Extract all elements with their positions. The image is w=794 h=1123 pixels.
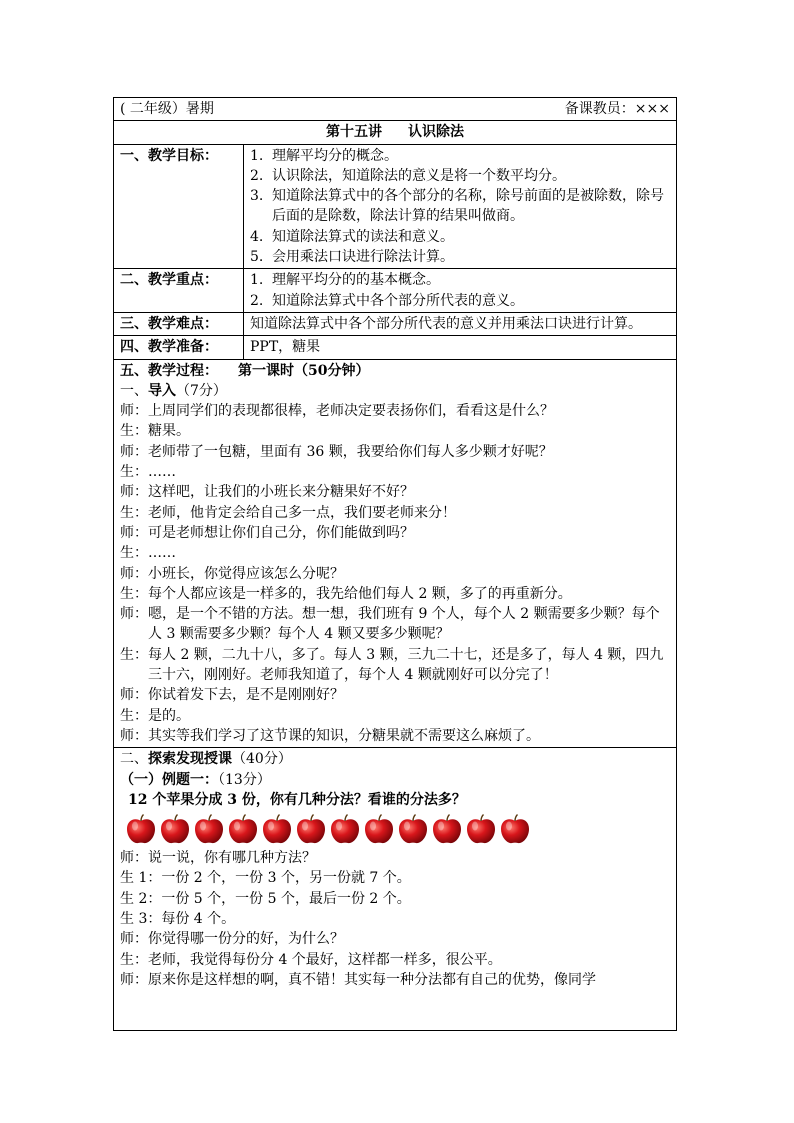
objectives-row [114, 144, 677, 269]
apple-icon [226, 812, 260, 846]
list-item: 1. 理解平均分的的基本概念。 [250, 272, 440, 289]
dialogue-line: 师： 嗯，是一个不错的方法。想一想，我们班有 9 个人，每个人 2 颗需要多少颗？每个人 3 颗需要多少颗？每个人 4 颗又要多少颗呢？ [120, 606, 660, 643]
keypoints-list [250, 270, 670, 311]
dialogue-line: 生： 糖果。 [120, 423, 190, 440]
apple-icon [498, 812, 532, 846]
teacher-label: 备课教员：××× [564, 101, 670, 117]
dialogue-line: 师： 上周同学们的表现都很棒，老师决定要表扬你们，看看这是什么？ [120, 403, 554, 420]
dialogue-line: 师： 你试着发下去，是不是刚刚好？ [120, 687, 344, 704]
dialogue-line: 师： 原来你是这样想的啊，真不错！其实每一种分法都有自己的优势，像同学 [120, 971, 596, 988]
explore-heading: 二、探索发现授课（40分） [120, 751, 292, 768]
objectives-content [244, 144, 677, 269]
objectives-list [250, 146, 670, 268]
intro-heading: 一、导入（7分） [120, 382, 227, 399]
dialogue-line: 生 1： 一份 2 个，一份 3 个，另一份就 7 个。 [120, 870, 411, 887]
process-cell [114, 359, 677, 748]
dialogue-line: 生： …… [120, 545, 176, 562]
list-item: 1. 理解平均分的概念。 [250, 147, 398, 164]
dialogue-line: 师： 可是老师想让你们自己分，你们能做到吗？ [120, 524, 414, 541]
apple-icon [396, 812, 430, 846]
dialogue-line: 师： 你觉得哪一份分的好，为什么？ [120, 931, 344, 948]
apple-icon [328, 812, 362, 846]
dialogue-line: 生： 是的。 [120, 707, 190, 724]
lecture-number: 第十五讲 [326, 124, 382, 141]
list-item: 3. 知道除法算式中的各个部分的名称，除号前面的是被除数，除号后面的是除数，除法计算的结果叫做商。 [250, 188, 664, 225]
header-row [114, 98, 677, 121]
dialogue-line: 生： 老师，他肯定会给自己多一点，我们要老师来分！ [120, 504, 456, 521]
lesson-topic: 认识除法 [408, 124, 464, 141]
explore-cell [114, 748, 677, 1031]
difficulty-label: 三、教学难点： [114, 312, 244, 335]
keypoints-row [114, 269, 677, 313]
dialogue-line: 生： …… [120, 464, 176, 481]
process-heading: 五、教学过程： 第一课时（50分钟） [120, 362, 370, 379]
apple-icon [430, 812, 464, 846]
difficulty-content: 知道除法算式中各个部分所代表的意义并用乘法口诀进行计算。 [244, 312, 677, 335]
apple-row [124, 812, 670, 846]
list-item: 2. 认识除法，知道除法的意义是将一个数平均分。 [250, 167, 566, 184]
dialogue-line: 师： 老师带了一包糖，里面有 36 颗，我要给你们每人多少颗才好呢？ [120, 443, 553, 460]
apple-icon [124, 812, 158, 846]
header-cell [114, 98, 677, 121]
dialogue-line: 生： 老师，我觉得每份分 4 个最好，这样都一样多，很公平。 [120, 951, 502, 968]
example-question: 12 个苹果分成 3 份，你有几种分法？看谁的分法多？ [128, 791, 466, 808]
lesson-plan-sheet [113, 97, 676, 1031]
list-item: 5. 会用乘法口诀进行除法计算。 [250, 249, 454, 266]
example-heading: （一）例题一：（13分） [120, 771, 271, 788]
title-cell [114, 121, 677, 144]
dialogue-line: 师： 小班长，你觉得应该怎么分呢？ [120, 565, 344, 582]
keypoints-content [244, 269, 677, 313]
prep-label: 四、教学准备： [114, 336, 244, 359]
apple-icon [362, 812, 396, 846]
title-row [114, 121, 677, 144]
explore-row [114, 748, 677, 1031]
grade-label: ( 二年级）暑期 [120, 101, 214, 117]
difficulty-row [114, 312, 677, 335]
dialogue-line: 师： 说一说，你有哪几种方法？ [120, 850, 316, 867]
lesson-plan-table [113, 97, 677, 1031]
dialogue-line: 生 2： 一份 5 个，一份 5 个，最后一份 2 个。 [120, 890, 411, 907]
objectives-label: 一、教学目标： [114, 144, 244, 269]
apple-icon [294, 812, 328, 846]
dialogue-line: 生： 每人 2 颗，二九十八，多了。每人 3 颗，三九二十七，还是多了，每人 4 颗，四九三十六，刚刚好。老师我知道了，每个人 4 颗就刚好可以分完了！ [120, 646, 664, 684]
list-item: 4. 知道除法算式的读法和意义。 [250, 228, 454, 245]
apple-icon [464, 812, 498, 846]
list-item: 2. 知道除法算式中各个部分所代表的意义。 [250, 292, 524, 309]
prep-row [114, 336, 677, 359]
apple-icon [260, 812, 294, 846]
dialogue-line: 师： 这样吧，让我们的小班长来分糖果好不好？ [120, 484, 414, 501]
apple-icon [192, 812, 226, 846]
dialogue-line: 生 3： 每份 4 个。 [120, 910, 236, 927]
prep-content: PPT，糖果 [244, 336, 677, 359]
process-row [114, 359, 677, 748]
dialogue-line: 师： 其实等我们学习了这节课的知识，分糖果就不需要这么麻烦了。 [120, 727, 540, 744]
apple-icon [158, 812, 192, 846]
dialogue-line: 生： 每个人都应该是一样多的，我先给他们每人 2 颗，多了的再重新分。 [120, 585, 572, 602]
keypoints-label: 二、教学重点： [114, 269, 244, 313]
